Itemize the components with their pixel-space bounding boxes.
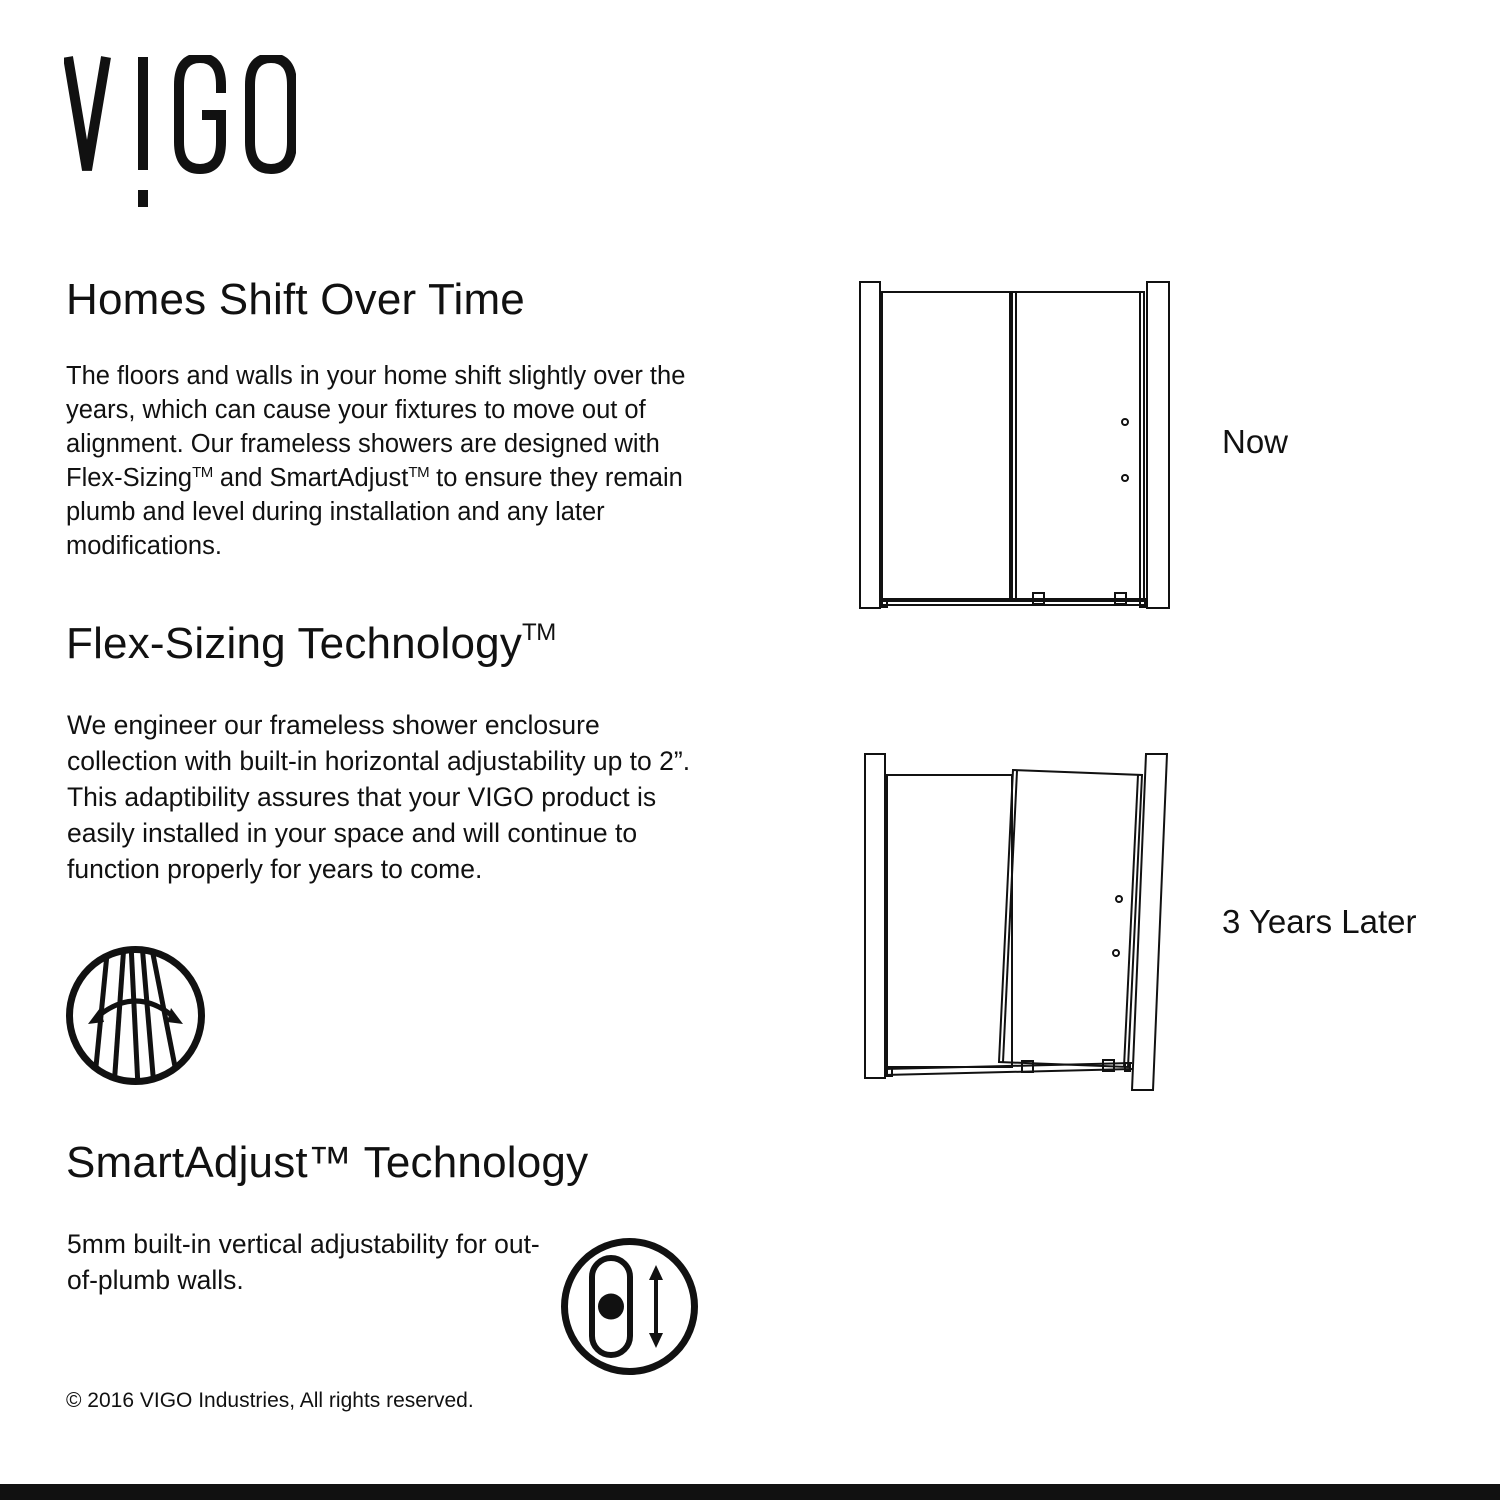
flex-sizing-heading-text: Flex-Sizing Technology (66, 619, 523, 668)
diagram-caption-now: Now (1222, 423, 1289, 460)
bottom-border-bar (0, 1484, 1500, 1500)
smart-adjust-body: 5mm built-in vertical adjustability for out-of-plumb walls. (67, 1229, 540, 1295)
trademark-mark: TM (408, 464, 430, 481)
section-heading-homes-shift: Homes Shift Over Time (66, 275, 525, 324)
flex-sizing-icon (64, 944, 207, 1087)
homes-shift-body (66, 359, 706, 563)
diagram-caption-later: 3 Years Later (1222, 903, 1417, 940)
copyright-notice: © 2016 VIGO Industries, All rights reserved. (66, 1389, 474, 1412)
homes-shift-body-part2: and SmartAdjust (212, 464, 409, 492)
trademark-mark: TM (522, 619, 556, 646)
vigo-logo (64, 55, 296, 210)
shower-enclosure-shifted-diagram (860, 750, 1174, 1094)
smart-adjust-icon (560, 1237, 699, 1376)
trademark-mark: TM (192, 464, 213, 481)
section-heading-smart-adjust: SmartAdjust™ Technology (66, 1138, 589, 1187)
shower-enclosure-aligned-diagram (856, 278, 1174, 612)
homes-shift-body-part1: The floors and walls in your home shift slightly over the years, which can cause your fixtures to move out of alignment. Our frameless showers are designed with Flex-Sizing (66, 362, 686, 492)
flex-sizing-body: We engineer our frameless shower enclosure collection with built-in horizontal adjustability up to 2”. This adaptibility assures that your VIGO product is easily installed in your space and will continue to function properly for years to come. (67, 710, 691, 884)
homes-shift-body-part3: to ensure they remain plumb and level during installation and any later modifications. (66, 464, 683, 560)
section-heading-flex-sizing (66, 619, 556, 669)
